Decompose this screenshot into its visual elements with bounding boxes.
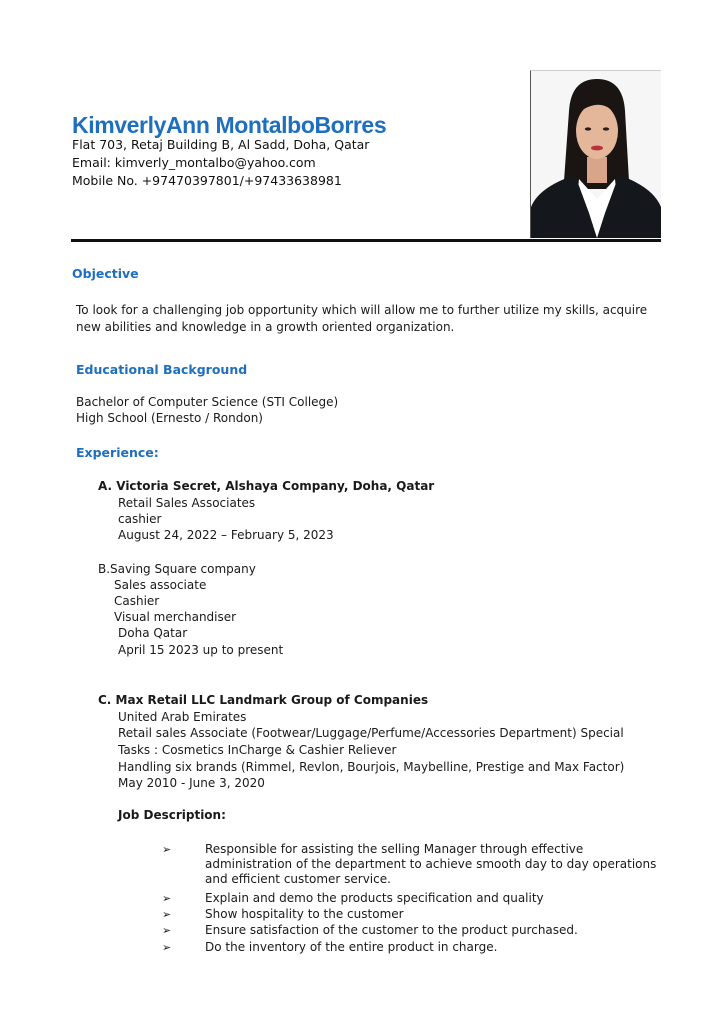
experience-b-line: Doha Qatar — [118, 626, 188, 640]
address: Flat 703, Retaj Building B, Al Sadd, Doha, Qatar — [72, 137, 370, 152]
bullet-arrow-icon: ➢ — [162, 892, 172, 905]
email: Email: kimverly_montalbo@yahoo.com — [72, 155, 316, 170]
job-duty-item: Do the inventory of the entire product in charge. — [205, 940, 498, 954]
mobile: Mobile No. +97470397801/+97433638981 — [72, 173, 342, 188]
experience-b-line: Visual merchandiser — [114, 610, 237, 624]
objective-heading: Objective — [72, 266, 139, 281]
experience-a-line: August 24, 2022 – February 5, 2023 — [118, 528, 334, 542]
job-duty-item: Show hospitality to the customer — [205, 907, 404, 921]
bullet-arrow-icon: ➢ — [162, 941, 172, 954]
experience-b-line: April 15 2023 up to present — [118, 643, 284, 657]
education-item: High School (Ernesto / Rondon) — [76, 411, 263, 425]
experience-c-line: May 2010 - June 3, 2020 — [118, 776, 265, 790]
candidate-name: KimverlyAnn MontalboBorres — [72, 112, 387, 138]
job-duty-item: Responsible for assisting the selling Manager through effective administration of the department to achieve smooth day to day operations and efficient customer service. — [205, 842, 657, 886]
objective-text: To look for a challenging job opportunity which will allow me to further utilize my skills, acquire new abilities and knowledge in a growth oriented organization. — [76, 303, 648, 334]
experience-c-line: Retail sales Associate (Footwear/Luggage/Perfume/Accessories Department) Special — [118, 726, 624, 740]
bullet-arrow-icon: ➢ — [162, 908, 172, 921]
experience-c-line: United Arab Emirates — [118, 710, 247, 724]
experience-heading: Experience: — [76, 445, 159, 460]
job-description-heading: Job Description: — [118, 808, 226, 822]
experience-b-line: Cashier — [114, 594, 160, 608]
experience-b-title: B.Saving Square company — [98, 562, 256, 576]
bullet-arrow-icon: ➢ — [162, 843, 172, 856]
header-divider — [71, 239, 661, 242]
experience-a-title: A. Victoria Secret, Alshaya Company, Doha, Qatar — [98, 479, 435, 493]
experience-c-title: C. Max Retail LLC Landmark Group of Companies — [98, 693, 429, 707]
experience-c-line: Tasks : Cosmetics InCharge & Cashier Reliever — [118, 743, 397, 757]
bullet-arrow-icon: ➢ — [162, 924, 172, 937]
experience-c-line: Handling six brands (Rimmel, Revlon, Bourjois, Maybelline, Prestige and Max Factor) — [118, 760, 625, 774]
education-item: Bachelor of Computer Science (STI College) — [76, 395, 339, 409]
portrait-photo — [530, 70, 661, 238]
education-heading: Educational Background — [76, 362, 248, 377]
job-duty-item: Explain and demo the products specification and quality — [205, 891, 544, 905]
experience-a-line: cashier — [118, 512, 162, 526]
job-duty-item: Ensure satisfaction of the customer to the product purchased. — [205, 923, 578, 937]
experience-b-line: Sales associate — [114, 578, 207, 592]
experience-a-line: Retail Sales Associates — [118, 496, 256, 510]
